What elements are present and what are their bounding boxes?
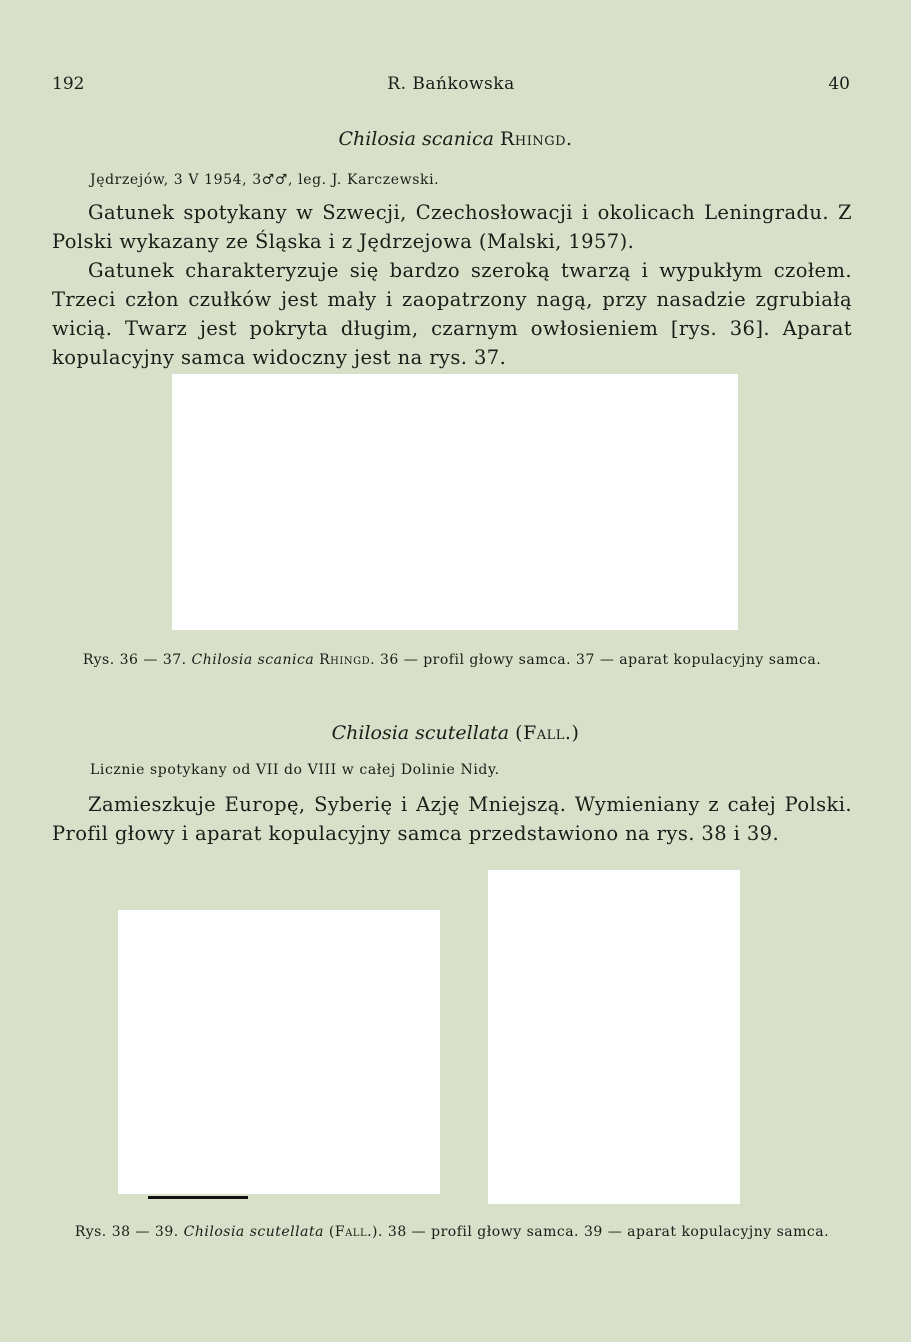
- running-header: [52, 74, 850, 102]
- caption-prefix: Rys. 38 — 39.: [74, 1224, 179, 1240]
- running-author: R. Bańkowska: [387, 74, 515, 94]
- species-heading-1: [0, 128, 911, 150]
- caption-author: Rhingd.: [319, 652, 376, 668]
- figure-38-image: [118, 910, 440, 1194]
- volume-number: 40: [828, 74, 850, 94]
- caption-prefix: Rys. 36 — 37.: [82, 652, 187, 668]
- species-heading-2: [0, 722, 911, 744]
- paragraph-description-1: Gatunek charakteryzuje się bardzo szeroką twarzą i wypukłym czołem. Trzeci człon czułków jest mały i zaopatrzony nagą, przy nasadzie zgrubiałą wicią. Twarz jest pokryta długim, czarnym owłosieniem [rys. 36]. Aparat kopulacyjny samca widoczny jest na rys. 37.: [52, 259, 852, 369]
- species-author: (Fall.): [515, 722, 580, 744]
- caption-text: 36 — profil głowy samca. 37 — aparat kopulacyjny samca.: [380, 652, 822, 668]
- species-author: Rhingd.: [500, 128, 573, 150]
- figure-36-37-image: [172, 374, 738, 630]
- record-line-2: Licznie spotykany od VII do VIII w całej Dolinie Nidy.: [90, 762, 500, 778]
- paragraph-distribution-1: Gatunek spotykany w Szwecji, Czechosłowacji i okolicach Leningradu. Z Polski wykazany ze Śląska i z Jędrzejowa (Malski, 1957).: [52, 201, 852, 253]
- caption-species: Chilosia scanica: [191, 652, 315, 668]
- figure-caption-2: [52, 1222, 852, 1243]
- figure-39-image: [488, 870, 740, 1204]
- figure-caption-1: [52, 650, 852, 671]
- paragraph-distribution-2: Zamieszkuje Europę, Syberię i Azję Mniejszą. Wymieniany z całej Polski. Profil głowy i aparat kopulacyjny samca przedstawiono na rys. 38 i 39.: [52, 793, 852, 845]
- caption-text: 38 — profil głowy samca. 39 — aparat kopulacyjny samca.: [387, 1224, 830, 1240]
- scale-bar: [148, 1196, 248, 1199]
- species-name: Chilosia scutellata: [331, 722, 510, 744]
- page-number: 192: [52, 74, 85, 94]
- record-line-1: Jędrzejów, 3 V 1954, 3♂♂, leg. J. Karczewski.: [90, 172, 440, 188]
- species-name: Chilosia scanica: [338, 128, 494, 150]
- caption-species: Chilosia scutellata: [183, 1224, 324, 1240]
- caption-author: (Fall.).: [328, 1224, 383, 1240]
